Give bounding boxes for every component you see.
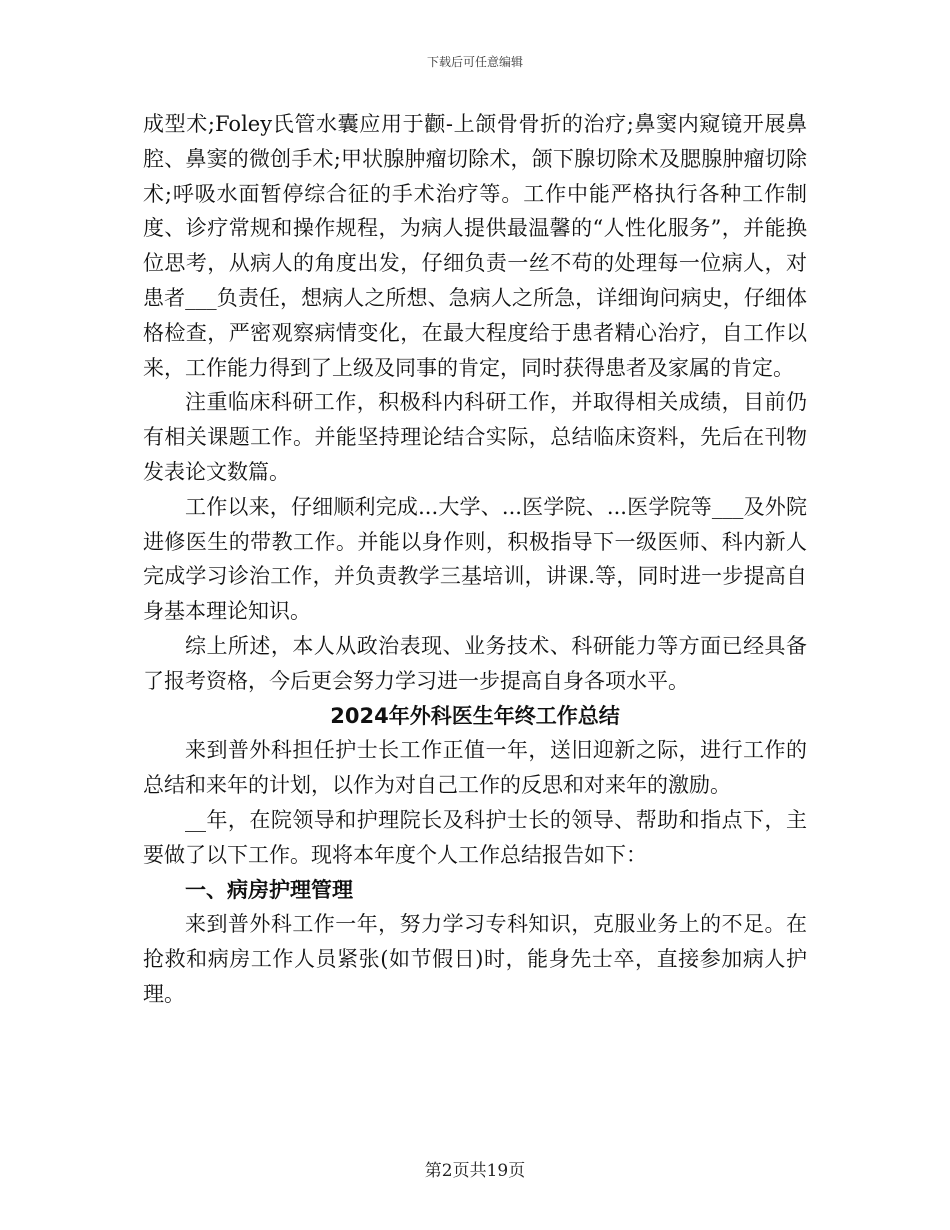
- document-body: [143, 107, 807, 1012]
- paragraph-ward-management: 来到普外科工作一年，努力学习专科知识，克服业务上的不足。在抢救和病房工作人员紧张(如节假日)时，能身先士卒，直接参加病人护理。: [143, 912, 807, 1006]
- paragraph-surgery-continuation: 成型术;Foley氏管水囊应用于颧-上颌骨骨折的治疗;鼻窦内窥镜开展鼻腔、鼻窦的微创手术;甲状腺肿瘤切除术，颌下腺切除术及腮腺肿瘤切除术;呼吸水面暂停综合征的手术治疗等。工作中能严格执行各种工作制度、诊疗常规和操作规程，为病人提供最温馨的“人性化服务”，并能换位思考，从病人的角度出发，仔细负责一丝不苟的处理每一位病人，对患者___负责任，想病人之所想、急病人之所急，详细询问病史，仔细体格检查，严密观察病情变化，在最大程度给于患者精心治疗，自工作以来，工作能力得到了上级及同事的肯定，同时获得患者及家属的肯定。: [143, 112, 807, 380]
- paragraph-summary: 综上所述，本人从政治表现、业务技术、科研能力等方面已经具备了报考资格，今后更会努力学习进一步提高自身各项水平。: [143, 633, 807, 693]
- paragraph-year-overview: __年，在院领导和护理院长及科护士长的领导、帮助和指点下，主要做了以下工作。现将本年度个人工作总结报告如下：: [143, 807, 807, 867]
- page-header: 下载后可任意编辑: [426, 55, 523, 69]
- page-number: 第2页共19页: [424, 1161, 526, 1181]
- paragraph-intro: 来到普外科担任护士长工作正值一年，送旧迎新之际，进行工作的总结和来年的计划，以作为对自己工作的反思和对来年的激励。: [143, 738, 807, 798]
- section-heading-ward-management: 一、病房护理管理: [185, 877, 353, 902]
- paragraph-research: 注重临床科研工作，积极科内科研工作，并取得相关成绩，目前仍有相关课题工作。并能坚持理论结合实际，总结临床资料，先后在刊物发表论文数篇。: [143, 390, 807, 484]
- paragraph-teaching: 工作以来，仔细顺利完成...大学、...医学院、...医学院等___及外院进修医生的带教工作。并能以身作则，积极指导下一级医师、科内新人完成学习诊治工作，并负责教学三基培训，讲课.等，同时进一步提高自身基本理论知识。: [143, 494, 807, 624]
- document-title: 2024年外科医生年终工作总结: [330, 703, 620, 728]
